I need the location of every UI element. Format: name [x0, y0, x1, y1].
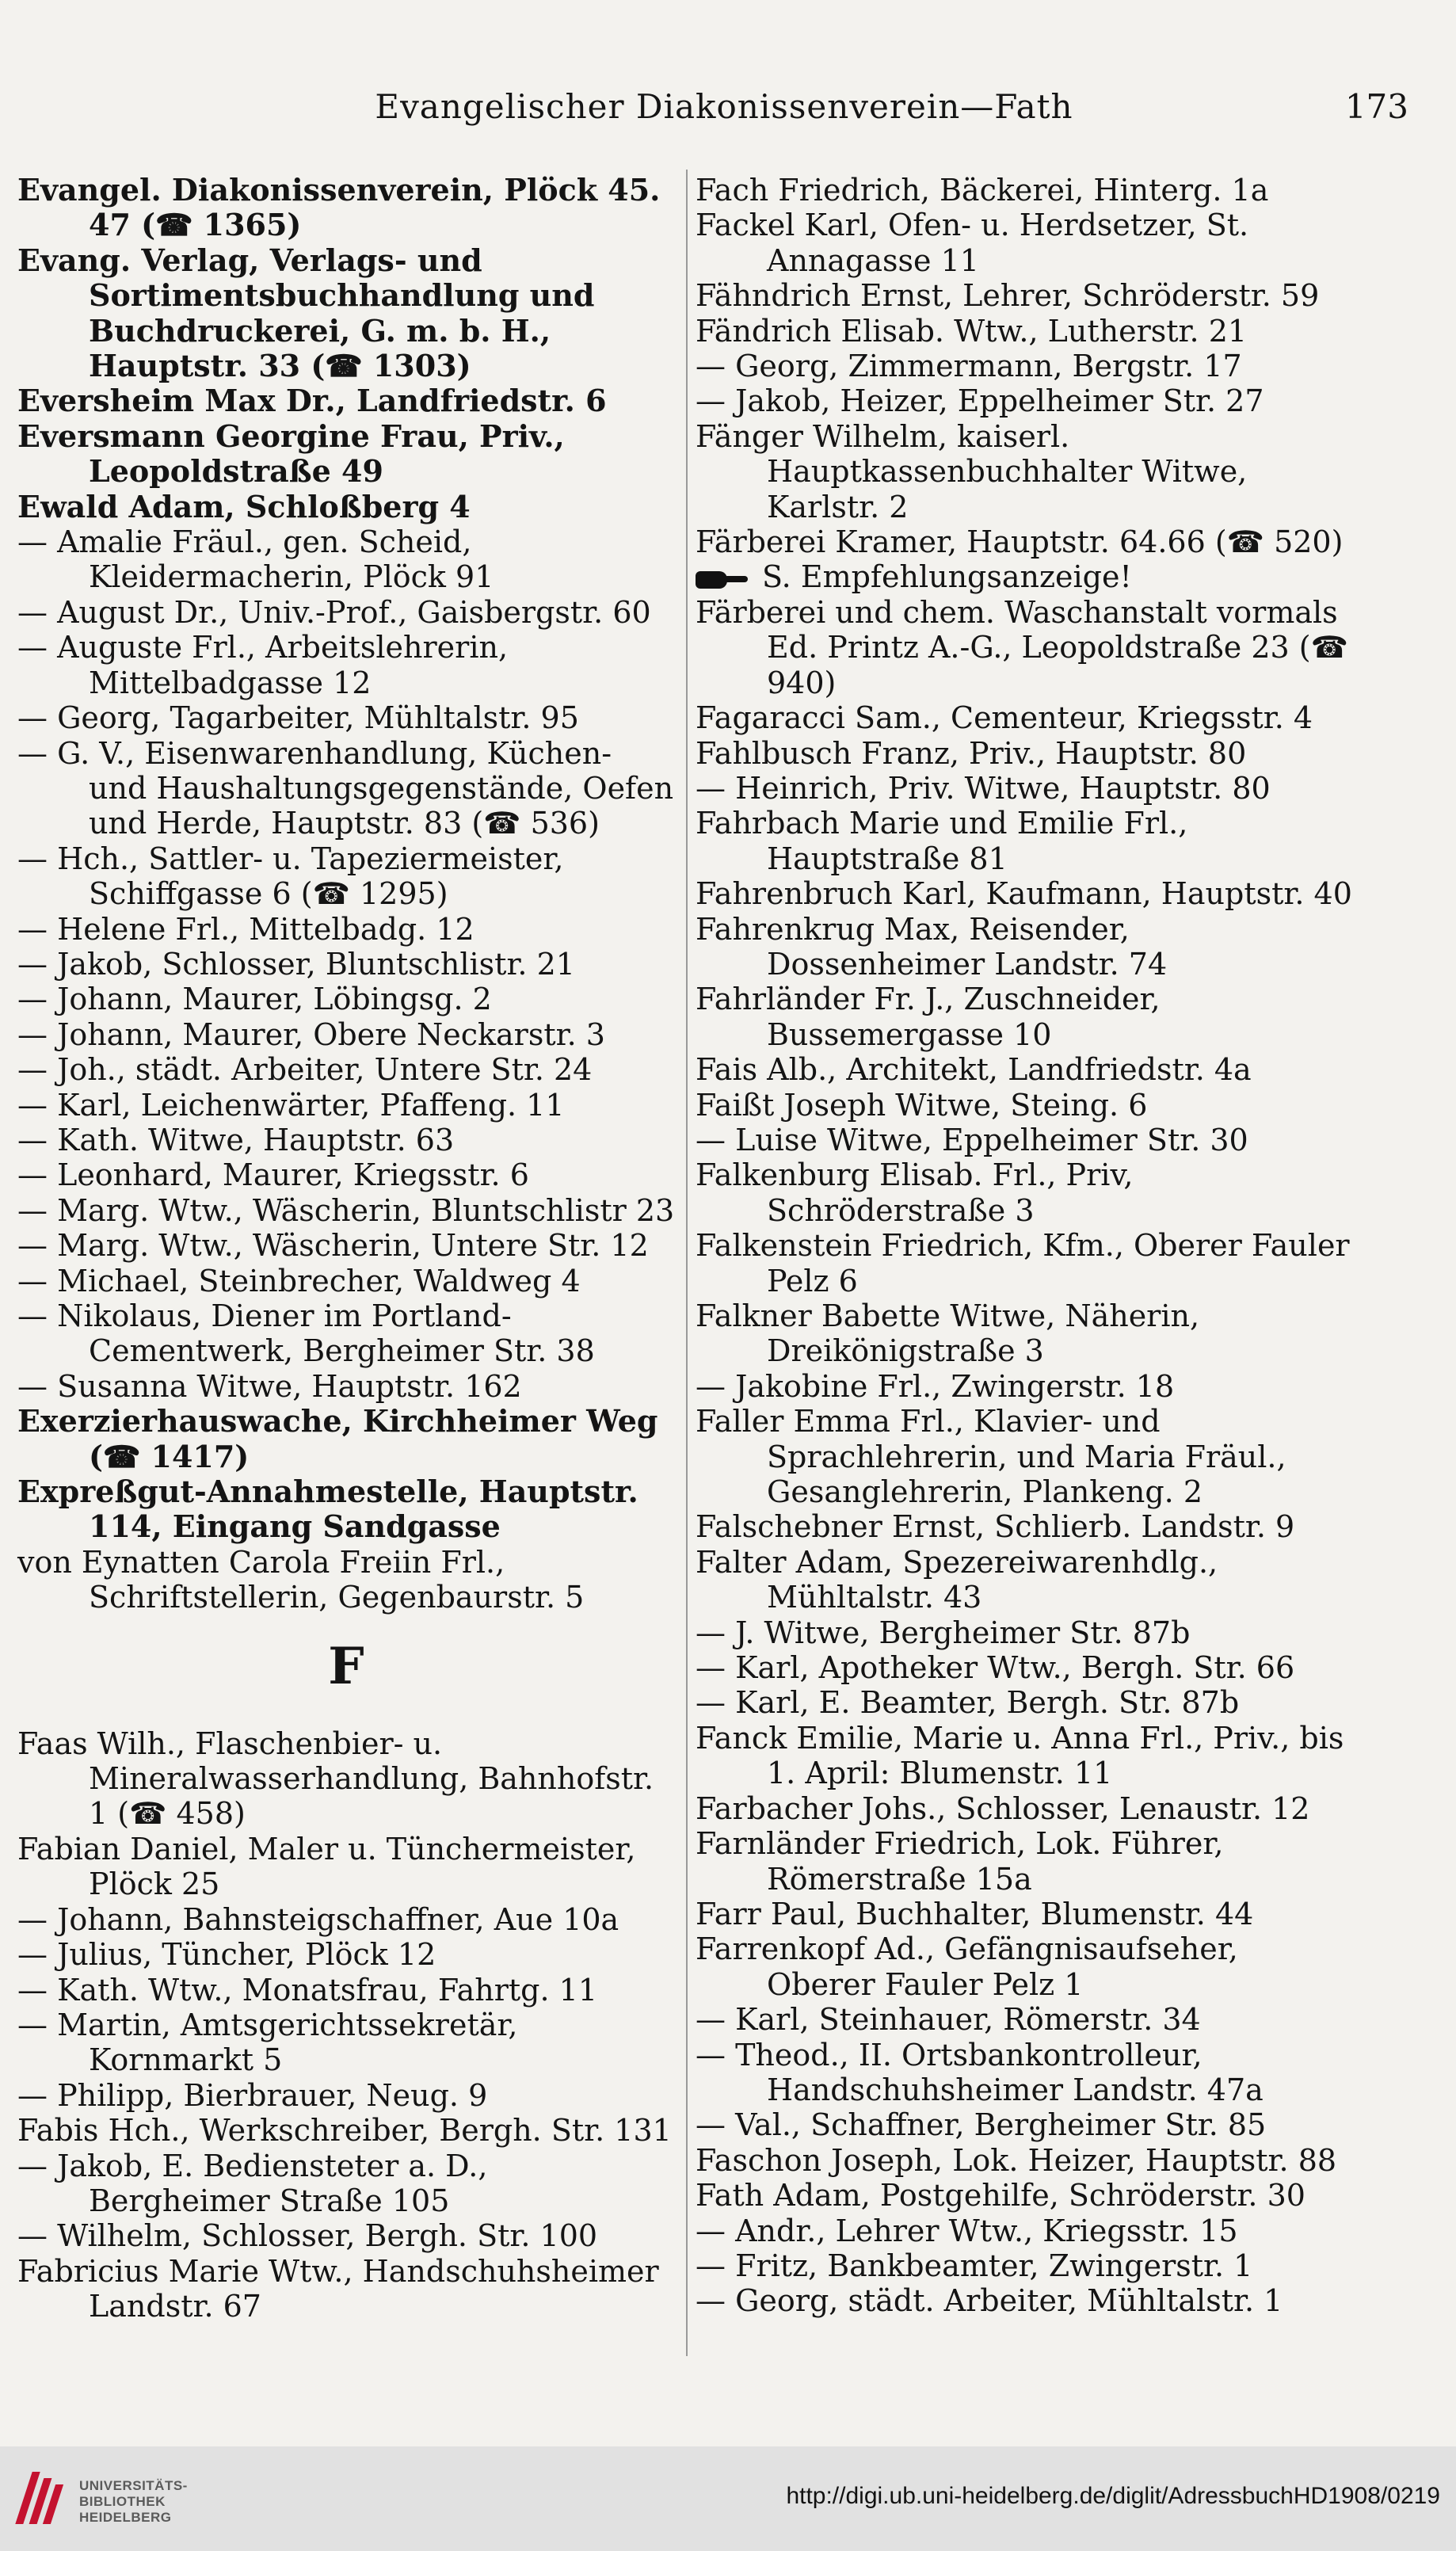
entry-text: Fabricius Marie Wtw., Handschuhsheimer Landstr. 67 — [17, 2253, 659, 2324]
entry-text: Faas Wilh., Flaschenbier- u. Mineralwasserhandlung, Bahnhofstr. 1 (☎ 458) — [17, 1725, 654, 1832]
directory-entry — [696, 1791, 1353, 1826]
entry-text: Eversheim Max Dr., Landfriedstr. 6 — [17, 383, 607, 419]
directory-entry — [17, 524, 675, 595]
directory-entry — [17, 1193, 675, 1228]
entry-text: — Michael, Steinbrecher, Waldweg 4 — [17, 1263, 581, 1298]
entry-text: — Auguste Frl., Arbeitslehrerin, Mittelbadgasse 12 — [17, 630, 509, 700]
directory-entry — [696, 2143, 1353, 2178]
directory-entry — [696, 1897, 1353, 1931]
directory-entry — [696, 173, 1353, 208]
directory-entry — [17, 1726, 675, 1832]
directory-entry — [696, 349, 1353, 383]
entry-text: Fahrenkrug Max, Reisender, Dossenheimer Landstr. 74 — [696, 911, 1168, 982]
directory-entry — [696, 1088, 1353, 1123]
entry-text: Fach Friedrich, Bäckerei, Hinterg. 1a — [696, 173, 1269, 208]
entry-text: Fänger Wilhelm, kaiserl. Hauptkassenbuchhalter Witwe, Karlstr. 2 — [696, 418, 1248, 524]
entry-text: — Amalie Fräul., gen. Scheid, Kleidermacherin, Plöck 91 — [17, 524, 494, 595]
entry-text: Falschebner Ernst, Schlierb. Landstr. 9 — [696, 1509, 1295, 1545]
directory-entry — [696, 982, 1353, 1052]
entry-text: — Georg, Zimmermann, Bergstr. 17 — [696, 349, 1242, 384]
entry-text: — G. V., Eisenwarenhandlung, Küchen- und Haushaltungsgegenstände, Oefen und Herde, Hauptstr. 83 (☎ 536) — [17, 735, 674, 841]
entry-text: — Nikolaus, Diener im Portland-Cementwerk, Bergheimer Str. 38 — [17, 1298, 595, 1369]
entry-text: — Leonhard, Maurer, Kriegsstr. 6 — [17, 1157, 529, 1193]
entry-text: — Jakob, E. Bediensteter a. D., Bergheimer Straße 105 — [17, 2148, 488, 2218]
directory-entry — [17, 1832, 675, 1902]
library-logo-icon — [19, 2467, 67, 2529]
directory-entry — [696, 1157, 1353, 1228]
entry-text: Fahrländer Fr. J., Zuschneider, Bussemergasse 10 — [696, 982, 1161, 1052]
entry-text: Falkner Babette Witwe, Näherin, Dreikönigstraße 3 — [696, 1298, 1200, 1369]
entry-text: — Johann, Maurer, Löbingsg. 2 — [17, 982, 492, 1017]
entry-text: — Karl, Apotheker Wtw., Bergh. Str. 66 — [696, 1650, 1295, 1686]
entry-text: Falkenburg Elisab. Frl., Priv, Schröderstraße 3 — [696, 1157, 1134, 1228]
entry-text: — Julius, Tüncher, Plöck 12 — [17, 1937, 436, 1973]
entry-text: Ewald Adam, Schloßberg 4 — [17, 488, 471, 524]
entry-text: — Philipp, Bierbrauer, Neug. 9 — [17, 2077, 488, 2113]
entry-text: — Joh., städt. Arbeiter, Untere Str. 24 — [17, 1052, 593, 1088]
directory-entry — [696, 876, 1353, 911]
entry-text: Fahlbusch Franz, Priv., Hauptstr. 80 — [696, 735, 1247, 771]
directory-entry — [696, 1615, 1353, 1650]
entry-text: Fackel Karl, Ofen- u. Herdsetzer, St. Annagasse 11 — [696, 208, 1249, 278]
entry-text: — Georg, Tagarbeiter, Mühltalstr. 95 — [17, 700, 579, 736]
entry-text: von Eynatten Carola Freiin Frl., Schriftstellerin, Gegenbaurstr. 5 — [17, 1544, 585, 1615]
directory-entry — [696, 595, 1353, 700]
directory-entry — [696, 700, 1353, 735]
entry-text: Falter Adam, Spezereiwarenhdlg., Mühltalstr. 43 — [696, 1544, 1218, 1615]
entry-text: — Susanna Witwe, Hauptstr. 162 — [17, 1368, 522, 1404]
entry-text: Falkenstein Friedrich, Kfm., Oberer Fauler Pelz 6 — [696, 1228, 1350, 1298]
entry-text: Evang. Verlag, Verlags- und Sortimentsbuchhandlung und Buchdruckerei, G. m. b. H., Hauptstr. 33 (☎ 1303) — [17, 242, 595, 384]
directory-entry — [17, 912, 675, 947]
directory-entry — [17, 1369, 675, 1404]
entry-text: — August Dr., Univ.-Prof., Gaisbergstr. 60 — [17, 594, 651, 630]
entry-text: — Luise Witwe, Eppelheimer Str. 30 — [696, 1122, 1248, 1157]
directory-entry — [696, 383, 1353, 418]
entry-text: Färberei und chem. Waschanstalt vormals Ed. Printz A.-G., Leopoldstraße 23 (☎ 940) — [696, 594, 1348, 700]
directory-entry — [17, 1902, 675, 1937]
entry-text: Faschon Joseph, Lok. Heizer, Hauptstr. 88 — [696, 2142, 1337, 2178]
entry-text: — Andr., Lehrer Wtw., Kriegsstr. 15 — [696, 2213, 1238, 2248]
directory-entry — [17, 1017, 675, 1052]
directory-entry — [17, 1404, 675, 1474]
entry-text: Farbacher Johs., Schlosser, Lenaustr. 12 — [696, 1790, 1310, 1826]
directory-entry — [696, 1509, 1353, 1544]
directory-entry — [696, 1931, 1353, 2002]
directory-entry — [17, 1298, 675, 1369]
directory-entry — [696, 1052, 1353, 1087]
entry-text: Fagaracci Sam., Cementeur, Kriegsstr. 4 — [696, 700, 1313, 736]
directory-entry — [17, 1088, 675, 1123]
entry-text: — Fritz, Bankbeamter, Zwingerstr. 1 — [696, 2248, 1253, 2283]
entry-text: — Karl, Steinhauer, Römerstr. 34 — [696, 2002, 1201, 2038]
directory-entry — [17, 1123, 675, 1157]
directory-entry — [17, 841, 675, 912]
directory-entry — [17, 1264, 675, 1298]
library-name-line: HEIDELBERG — [79, 2510, 172, 2525]
directory-entry — [17, 419, 675, 490]
entry-text: Farr Paul, Buchhalter, Blumenstr. 44 — [696, 1896, 1254, 1931]
footer-bar — [0, 2446, 1456, 2551]
entry-text: Fähndrich Ernst, Lehrer, Schröderstr. 59 — [696, 278, 1320, 314]
directory-entry — [696, 314, 1353, 349]
directory-entry — [696, 1123, 1353, 1157]
directory-entry — [696, 1228, 1353, 1298]
entry-text: — Theod., II. Ortsbankontrolleur, Handschuhsheimer Landstr. 47a — [696, 2037, 1264, 2107]
entry-text: Evangel. Diakonissenverein, Plöck 45. 47 (☎ 1365) — [17, 172, 661, 243]
left-column — [17, 173, 675, 2324]
directory-entry — [17, 700, 675, 735]
entry-text: — Val., Schaffner, Bergheimer Str. 85 — [696, 2107, 1267, 2143]
directory-entry — [17, 1545, 675, 1615]
directory-entry — [17, 2113, 675, 2148]
directory-entry — [17, 2078, 675, 2113]
column-divider — [686, 170, 688, 2356]
entry-text: — Wilhelm, Schlosser, Bergh. Str. 100 — [17, 2218, 598, 2254]
directory-entry — [696, 771, 1353, 806]
entry-text: — Jakob, Schlosser, Bluntschlistr. 21 — [17, 946, 575, 982]
directory-entry — [17, 595, 675, 630]
entry-text: — Marg. Wtw., Wäscherin, Bluntschlistr 23 — [17, 1192, 675, 1228]
entry-text: Farnländer Friedrich, Lok. Führer, Römerstraße 15a — [696, 1826, 1224, 1897]
directory-entry — [696, 1650, 1353, 1685]
library-name-line: BIBLIOTHEK — [79, 2494, 166, 2509]
directory-entry — [696, 912, 1353, 982]
entry-text: — Kath. Witwe, Hauptstr. 63 — [17, 1122, 455, 1157]
directory-entry — [696, 1721, 1353, 1791]
directory-entry — [696, 1369, 1353, 1404]
directory-entry — [17, 1157, 675, 1192]
directory-entry — [696, 2214, 1353, 2248]
entry-text: — Kath. Wtw., Monatsfrau, Fahrtg. 11 — [17, 1972, 598, 2008]
directory-entry — [17, 1052, 675, 1087]
entry-text: Fais Alb., Architekt, Landfriedstr. 4a — [696, 1052, 1252, 1088]
entry-text: — J. Witwe, Bergheimer Str. 87b — [696, 1615, 1191, 1650]
directory-entry — [17, 2008, 675, 2078]
entry-text: Fahrenbruch Karl, Kaufmann, Hauptstr. 40 — [696, 876, 1352, 912]
directory-entry — [17, 383, 675, 418]
entry-text: Eversmann Georgine Frau, Priv., Leopoldstraße 49 — [17, 418, 565, 490]
directory-entry — [696, 1826, 1353, 1897]
entry-text: — Karl, E. Beamter, Bergh. Str. 87b — [696, 1685, 1240, 1721]
directory-entry — [696, 2038, 1353, 2108]
directory-entry — [696, 1685, 1353, 1720]
directory-entry — [696, 736, 1353, 771]
directory-entry — [696, 2283, 1353, 2318]
directory-entry — [17, 630, 675, 700]
entry-text: Exerzierhauswache, Kirchheimer Weg (☎ 1417) — [17, 1403, 658, 1474]
entry-text: Farrenkopf Ad., Gefängnisaufseher, Oberer Fauler Pelz 1 — [696, 1931, 1238, 2002]
entry-text: — Jakob, Heizer, Eppelheimer Str. 27 — [696, 383, 1264, 419]
entry-text: Faißt Joseph Witwe, Steing. 6 — [696, 1087, 1148, 1123]
entry-text: Fabis Hch., Werkschreiber, Bergh. Str. 131 — [17, 2113, 672, 2149]
section-letter: F — [328, 1636, 364, 1696]
directory-entry — [17, 1474, 675, 1545]
entry-text: — Hch., Sattler- u. Tapeziermeister, Schiffgasse 6 (☎ 1295) — [17, 841, 564, 912]
directory-entry — [696, 1404, 1353, 1509]
source-url[interactable]: http://digi.ub.uni-heidelberg.de/diglit/AdressbuchHD1908/0219 — [786, 2483, 1440, 2509]
entry-text: Fahrbach Marie und Emilie Frl., Hauptstraße 81 — [696, 806, 1188, 876]
directory-entry — [17, 736, 675, 841]
entry-text: Färberei Kramer, Hauptstr. 64.66 (☎ 520) — [696, 524, 1344, 560]
directory-entry — [696, 2002, 1353, 2037]
entry-text: — Georg, städt. Arbeiter, Mühltalstr. 1 — [696, 2283, 1283, 2319]
page-title: Evangelischer Diakonissenverein—Fath — [375, 87, 1073, 126]
directory-entry — [696, 559, 1353, 594]
directory-entry — [696, 1545, 1353, 1615]
directory-entry — [696, 2248, 1353, 2283]
entry-text: — Johann, Bahnsteigschaffner, Aue 10a — [17, 1901, 619, 1937]
page-number: 173 — [1344, 87, 1408, 126]
library-name — [79, 2478, 188, 2526]
entry-text: — Marg. Wtw., Wäscherin, Untere Str. 12 — [17, 1228, 649, 1264]
entry-text: — Martin, Amtsgerichtssekretär, Kornmarkt 5 — [17, 2007, 518, 2078]
entry-text: Fath Adam, Postgehilfe, Schröderstr. 30 — [696, 2178, 1305, 2214]
directory-entry — [17, 173, 675, 243]
entry-text: Fändrich Elisab. Wtw., Lutherstr. 21 — [696, 313, 1248, 349]
directory-entry — [696, 2178, 1353, 2213]
directory-entry — [17, 1228, 675, 1263]
directory-entry — [17, 2218, 675, 2253]
entry-text: — Karl, Leichenwärter, Pfaffeng. 11 — [17, 1087, 565, 1123]
page-header — [19, 79, 1429, 135]
directory-entry — [696, 1298, 1353, 1369]
directory-entry — [17, 982, 675, 1016]
directory-entry — [17, 1973, 675, 2008]
right-column — [696, 173, 1353, 2319]
directory-entry — [17, 2254, 675, 2324]
directory-entry — [696, 208, 1353, 278]
directory-entry — [696, 278, 1353, 313]
directory-entry — [696, 419, 1353, 524]
entry-text: — Helene Frl., Mittelbadg. 12 — [17, 911, 475, 947]
entry-text: Expreßgut-Annahmestelle, Hauptstr. 114, Eingang Sandgasse — [17, 1474, 638, 1545]
entry-text: — Heinrich, Priv. Witwe, Hauptstr. 80 — [696, 770, 1271, 806]
directory-entry — [17, 2149, 675, 2219]
directory-entry — [696, 2107, 1353, 2142]
directory-entry — [17, 1937, 675, 1972]
entry-text: — Johann, Maurer, Obere Neckarstr. 3 — [17, 1016, 605, 1052]
directory-entry — [696, 806, 1353, 876]
library-name-line: UNIVERSITÄTS- — [79, 2478, 188, 2493]
entry-text: Fanck Emilie, Marie u. Anna Frl., Priv., bis 1. April: Blumenstr. 11 — [696, 1720, 1344, 1791]
entry-text: S. Empfehlungsanzeige! — [762, 559, 1132, 595]
pointing-hand-icon — [696, 568, 751, 592]
entry-text: Faller Emma Frl., Klavier- und Sprachlehrerin, und Maria Fräul., Gesanglehrerin, Plankeng. 2 — [696, 1404, 1286, 1510]
directory-entry — [696, 524, 1353, 559]
directory-entry — [17, 947, 675, 982]
directory-entry — [17, 490, 675, 524]
entry-text: Fabian Daniel, Maler u. Tünchermeister, Plöck 25 — [17, 1831, 636, 1902]
directory-entry — [17, 243, 675, 384]
entry-text: — Jakobine Frl., Zwingerstr. 18 — [696, 1368, 1175, 1404]
